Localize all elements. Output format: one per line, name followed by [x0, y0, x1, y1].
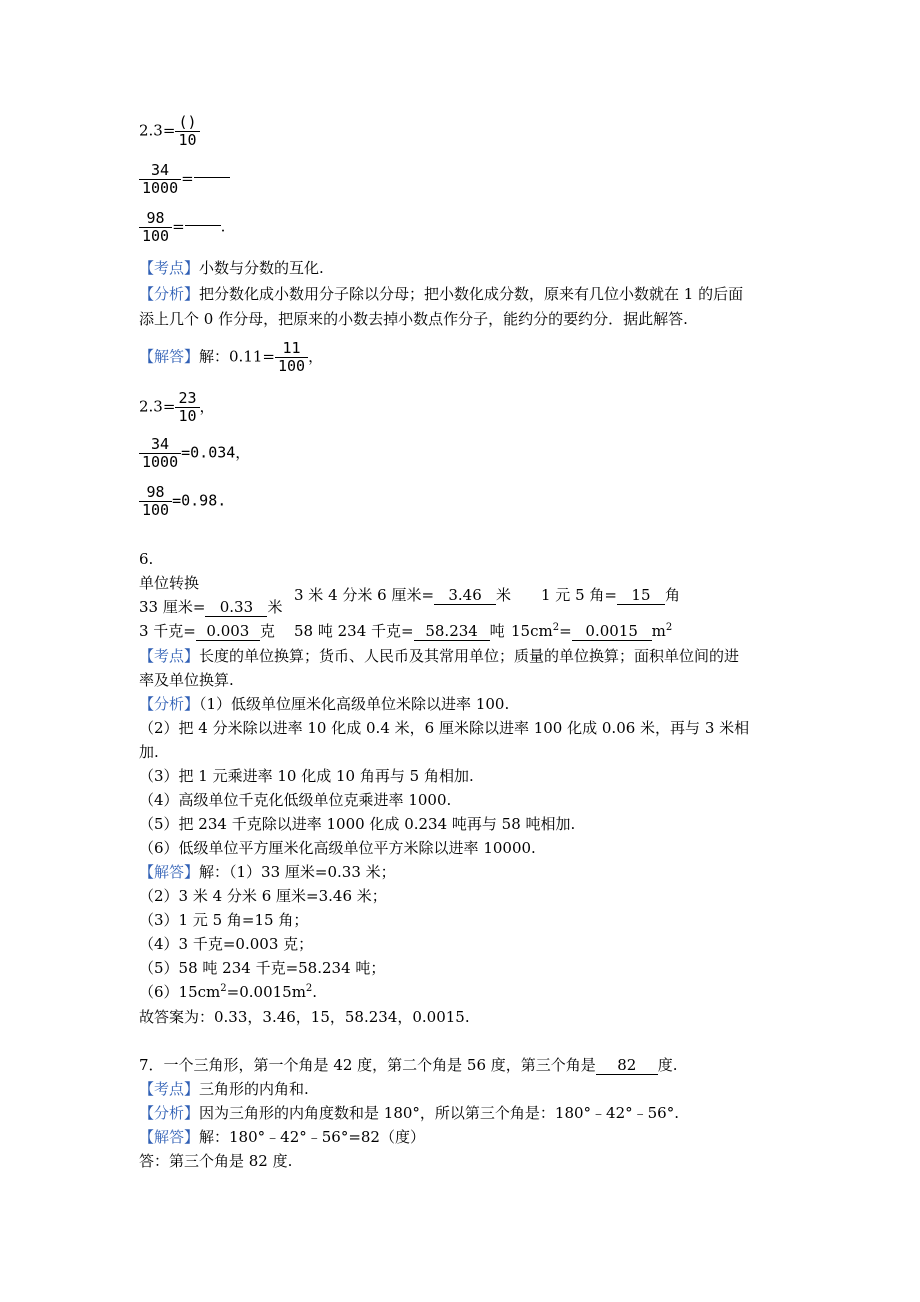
q6-jieda-line-2: （2）3 米 4 分米 6 厘米=3.46 米； [139, 887, 387, 905]
q5-blank-3 [185, 225, 221, 226]
q5-answer-3-numerator: 34 [139, 436, 181, 454]
q5-answer-1-right: ， [308, 347, 324, 366]
q5-jieda-tag: 【解答】 [139, 347, 200, 366]
q6-jieda-tag: 【解答】 [139, 863, 200, 881]
q6-fenxi [139, 693, 509, 715]
q6-jieda [139, 861, 396, 883]
q6-fenxi-line-2: （2）把 4 分米除以进率 10 化成 0.4 米，6 厘米除以进率 100 化成 0.06 米，再与 3 米相 [139, 719, 750, 737]
q6-fenxi-line-6: （5）把 234 千克除以进率 1000 化成 0.234 吨再与 58 吨相加. [139, 815, 576, 833]
q7-fenxi-tag: 【分析】 [139, 1104, 200, 1122]
q5-answer-1-numerator: 11 [275, 340, 308, 358]
q6-item-6-unit-sup: 2 [665, 622, 673, 633]
q6-item-1-unit: 米 [267, 598, 283, 616]
q5-fraction-3-denominator: 100 [142, 227, 170, 245]
q7-kaodian-text: 三角形的内角和. [199, 1080, 309, 1098]
q6-item-6-question: 15cm [511, 622, 553, 640]
q6-jieda-6b: =0.0015m [226, 983, 306, 1001]
q5-fraction-1 [175, 114, 199, 149]
q5-answer-2 [139, 390, 215, 425]
q7-question [139, 1054, 678, 1076]
q6-kaodian-cont: 率及单位换算. [139, 671, 234, 689]
q7-answer-blank: 82 [596, 1056, 658, 1075]
q5-answer-4-right: =0.98. [172, 491, 227, 510]
q6-item-6 [511, 620, 672, 642]
q6-kaodian [139, 645, 739, 667]
q6-jieda-line-3: （3）1 元 5 角=15 角； [139, 911, 309, 929]
q5-fenxi-cont [139, 308, 688, 330]
q6-title: 单位转换 [139, 574, 200, 592]
q5-answer-fraction-3 [139, 436, 181, 471]
q6-number: 6. [139, 550, 154, 568]
q6-item-4-question: 3 千克= [139, 622, 196, 640]
q6-jieda-6-sup-2: 2 [305, 983, 313, 994]
q5-kaodian [139, 257, 324, 279]
q6-jieda-line-1: 解：（1）33 厘米=0.33 米； [199, 863, 396, 881]
q5-fraction-1-denominator: 10 [178, 131, 197, 149]
q6-jieda-6a: （6）15cm [139, 983, 221, 1001]
q5-answer-fraction-4 [139, 484, 172, 519]
q5-fenxi-tag: 【分析】 [139, 285, 200, 303]
q5-line-3-dot: . [220, 217, 226, 236]
q6-jieda-line-6 [139, 981, 317, 1003]
q7-fenxi [139, 1102, 679, 1124]
q5-answer-fraction-1 [275, 340, 308, 375]
q6-item-3 [541, 584, 680, 606]
q6-item-6-unit: m [651, 622, 666, 640]
q5-line-1-left: 2.3= [139, 121, 176, 140]
q5-fraction-2-numerator: 34 [139, 162, 181, 180]
q7-fenxi-text: 因为三角形的内角度数和是 180°，所以第三个角是：180°﹣42°﹣56°. [199, 1104, 679, 1122]
q5-fraction-2-denominator: 1000 [142, 179, 179, 197]
q5-line-3 [139, 210, 225, 245]
q6-item-2-unit: 米 [496, 586, 512, 604]
q6-item-4-unit: 克 [259, 622, 275, 640]
q6-kaodian-tag: 【考点】 [139, 647, 200, 665]
q6-jieda-6-sup-1: 2 [220, 983, 227, 994]
q5-kaodian-tag: 【考点】 [139, 259, 200, 277]
q6-item-5 [294, 620, 505, 642]
q6-fenxi-line-3: 加. [139, 743, 159, 761]
q5-fenxi [139, 283, 743, 305]
q6-item-5-unit: 吨 [489, 622, 505, 640]
q5-blank-2 [194, 177, 230, 178]
q6-jieda-6c: . [312, 983, 318, 1001]
q6-item-6-equals: = [559, 622, 572, 640]
q7-jieda [139, 1126, 425, 1148]
q7-jieda-text: 解：180°﹣42°﹣56°=82（度） [199, 1128, 425, 1146]
q5-answer-3-right: =0.034， [181, 443, 251, 462]
q6-fenxi-line-5: （4）高级单位千克化低级单位克乘进率 1000. [139, 791, 452, 809]
q5-fraction-1-numerator: () [175, 114, 199, 132]
q7-kaodian [139, 1078, 309, 1100]
q6-item-3-unit: 角 [664, 586, 680, 604]
q6-fenxi-tag: 【分析】 [139, 695, 200, 713]
q6-item-1 [139, 596, 282, 618]
q6-item-3-question: 1 元 5 角= [541, 586, 617, 604]
q5-line-2 [139, 162, 230, 197]
q6-item-5-answer: 58.234 [414, 622, 490, 641]
q5-jieda-prefix: 解：0.11= [199, 347, 275, 366]
q5-answer-3-denominator: 1000 [142, 453, 179, 471]
q6-fenxi-line-7: （6）低级单位平方厘米化高级单位平方米除以进率 10000. [139, 839, 536, 857]
q6-jieda-line-5: （5）58 吨 234 千克=58.234 吨； [139, 959, 386, 977]
q5-answer-fraction-2 [175, 390, 199, 425]
q5-answer-4 [139, 484, 226, 519]
q6-item-2-answer: 3.46 [434, 586, 496, 605]
q6-item-3-answer: 15 [617, 586, 665, 605]
q5-fenxi-line-1: 把分数化成小数用分子除以分母；把小数化成分数，原来有几位小数就在 1 的后面 [199, 285, 744, 303]
q5-answer-4-denominator: 100 [142, 501, 170, 519]
q7-final-answer: 答：第三个角是 82 度. [139, 1152, 293, 1170]
q5-answer-2-left: 2.3= [139, 397, 176, 416]
q6-item-1-answer: 0.33 [205, 598, 267, 617]
q5-fenxi-line-2: 添上几个 0 作分母，把原来的小数去掉小数点作分子，能约分的要约分．据此解答. [139, 310, 688, 328]
q5-answer-2-numerator: 23 [175, 390, 199, 408]
q6-item-4-answer: 0.003 [196, 622, 260, 641]
q5-answer-1-denominator: 100 [277, 357, 306, 375]
q5-answer-2-denominator: 10 [178, 407, 197, 425]
q6-jieda-line-4: （4）3 千克=0.003 克； [139, 935, 314, 953]
q6-item-2 [294, 584, 511, 606]
q6-final-answer: 故答案为：0.33，3.46，15，58.234，0.0015. [139, 1008, 470, 1026]
q7-jieda-tag: 【解答】 [139, 1128, 200, 1146]
q7-question-unit: 度. [657, 1056, 678, 1074]
q6-item-5-question: 58 吨 234 千克= [294, 622, 414, 640]
q6-item-2-question: 3 米 4 分米 6 厘米= [294, 586, 435, 604]
q6-fenxi-line-1: （1）低级单位厘米化高级单位米除以进率 100. [199, 695, 510, 713]
q5-kaodian-text: 小数与分数的互化. [199, 259, 324, 277]
q6-fenxi-line-4: （3）把 1 元乘进率 10 化成 10 角再与 5 角相加. [139, 767, 474, 785]
q6-item-1-question: 33 厘米= [139, 598, 206, 616]
q5-line-2-equals: = [181, 169, 194, 188]
q6-kaodian-line-1: 长度的单位换算；货币、人民币及其常用单位；质量的单位换算；面积单位间的进 [199, 647, 740, 665]
q5-fraction-3 [139, 210, 172, 245]
q6-item-4 [139, 620, 275, 642]
q7-question-text: 7．一个三角形，第一个角是 42 度，第二个角是 56 度，第三个角是 [139, 1056, 596, 1074]
q5-line-3-equals: = [172, 217, 185, 236]
q5-answer-3 [139, 436, 250, 471]
q5-fraction-2 [139, 162, 181, 197]
q5-jieda [139, 340, 323, 375]
q6-item-6-question-sup: 2 [552, 622, 560, 633]
q6-item-6-answer: 0.0015 [572, 622, 652, 641]
q5-answer-2-right: ， [199, 397, 215, 416]
q5-line-1 [139, 114, 200, 149]
q5-answer-4-numerator: 98 [139, 484, 172, 502]
q5-fraction-3-numerator: 98 [139, 210, 172, 228]
q7-kaodian-tag: 【考点】 [139, 1080, 200, 1098]
